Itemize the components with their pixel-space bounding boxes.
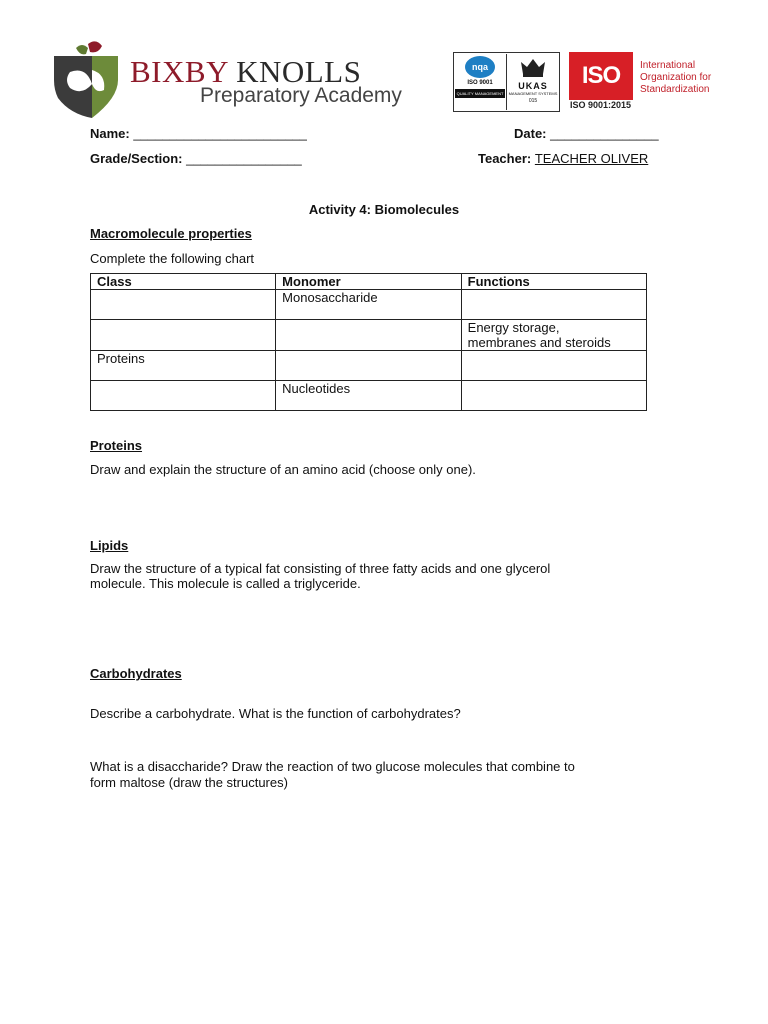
- lipids-question-line1: Draw the structure of a typical fat consisting of three fatty acids and one glycerol: [90, 561, 551, 576]
- table-cell[interactable]: [91, 320, 276, 351]
- ukas-badge: [508, 54, 558, 110]
- school-subtitle: Preparatory Academy: [200, 84, 402, 107]
- carbs-heading: Carbohydrates: [90, 666, 182, 681]
- school-crest-icon: [52, 40, 122, 122]
- table-cell[interactable]: Nucleotides: [276, 381, 461, 411]
- macro-heading: Macromolecule properties: [90, 226, 252, 241]
- date-blank[interactable]: _______________: [550, 126, 659, 141]
- grade-blank[interactable]: ________________: [186, 151, 302, 166]
- crown-icon: [508, 54, 558, 78]
- table-cell[interactable]: [276, 320, 461, 351]
- carbs-question-1: Describe a carbohydrate. What is the function of carbohydrates?: [90, 706, 461, 721]
- header-class: Class: [91, 274, 276, 290]
- ukas-brand: UKAS: [518, 81, 548, 91]
- table-cell[interactable]: [461, 351, 646, 381]
- teacher-field: [478, 151, 648, 166]
- lipids-question-line2: molecule. This molecule is called a triglyceride.: [90, 576, 361, 591]
- table-row: [91, 351, 647, 381]
- proteins-question: Draw and explain the structure of an amino acid (choose only one).: [90, 462, 476, 477]
- school-name-second: KNOLLS: [236, 54, 362, 89]
- cert-divider: [506, 54, 507, 110]
- nqa-badge: [455, 54, 505, 110]
- carbs-question-2-line1: What is a disaccharide? Draw the reaction of two glucose molecules that combine to: [90, 759, 575, 774]
- table-cell[interactable]: Proteins: [91, 351, 276, 381]
- nqa-brand: nqa: [465, 56, 495, 78]
- grade-field: [90, 151, 302, 166]
- ukas-caption: MANAGEMENT SYSTEMS: [508, 91, 558, 96]
- macromolecule-chart: [90, 273, 647, 411]
- carbs-question-2-line2: form maltose (draw the structures): [90, 775, 288, 790]
- teacher-value: TEACHER OLIVER: [534, 151, 649, 166]
- table-cell[interactable]: Energy storage, membranes and steroids: [461, 320, 646, 351]
- name-field: [90, 126, 307, 141]
- name-blank[interactable]: ________________________: [133, 126, 307, 141]
- iso-logo: ISO: [569, 52, 633, 100]
- iso-organization: International Organization for Standardization: [640, 60, 712, 95]
- ukas-number: 015: [528, 98, 538, 104]
- grade-label: Grade/Section:: [90, 151, 183, 166]
- table-cell[interactable]: Monosaccharide: [276, 290, 461, 320]
- date-field: [514, 126, 659, 141]
- teacher-label: Teacher:: [478, 151, 532, 166]
- nqa-caption: QUALITY MANAGEMENT: [456, 91, 504, 96]
- table-cell[interactable]: [91, 290, 276, 320]
- activity-title: Activity 4: Biomolecules: [308, 202, 460, 217]
- chart-header-row: [91, 274, 647, 290]
- header-functions: Functions: [461, 274, 646, 290]
- certification-badges: [453, 52, 560, 112]
- table-row: [91, 320, 647, 351]
- table-cell[interactable]: [276, 351, 461, 381]
- lipids-heading: Lipids: [90, 538, 129, 553]
- table-cell[interactable]: [461, 290, 646, 320]
- date-label: Date:: [514, 126, 547, 141]
- table-cell[interactable]: [91, 381, 276, 411]
- table-row: [91, 381, 647, 411]
- header-monomer: Monomer: [276, 274, 461, 290]
- iso-standard: ISO 9001:2015: [570, 100, 632, 110]
- school-name-first: BIXBY: [130, 54, 228, 89]
- proteins-heading: Proteins: [90, 438, 143, 453]
- macro-instruction: Complete the following chart: [90, 251, 255, 266]
- table-cell[interactable]: [461, 381, 646, 411]
- school-logo: [52, 40, 122, 122]
- name-label: Name:: [90, 126, 130, 141]
- table-row: [91, 290, 647, 320]
- nqa-standard: ISO 9001: [467, 80, 493, 86]
